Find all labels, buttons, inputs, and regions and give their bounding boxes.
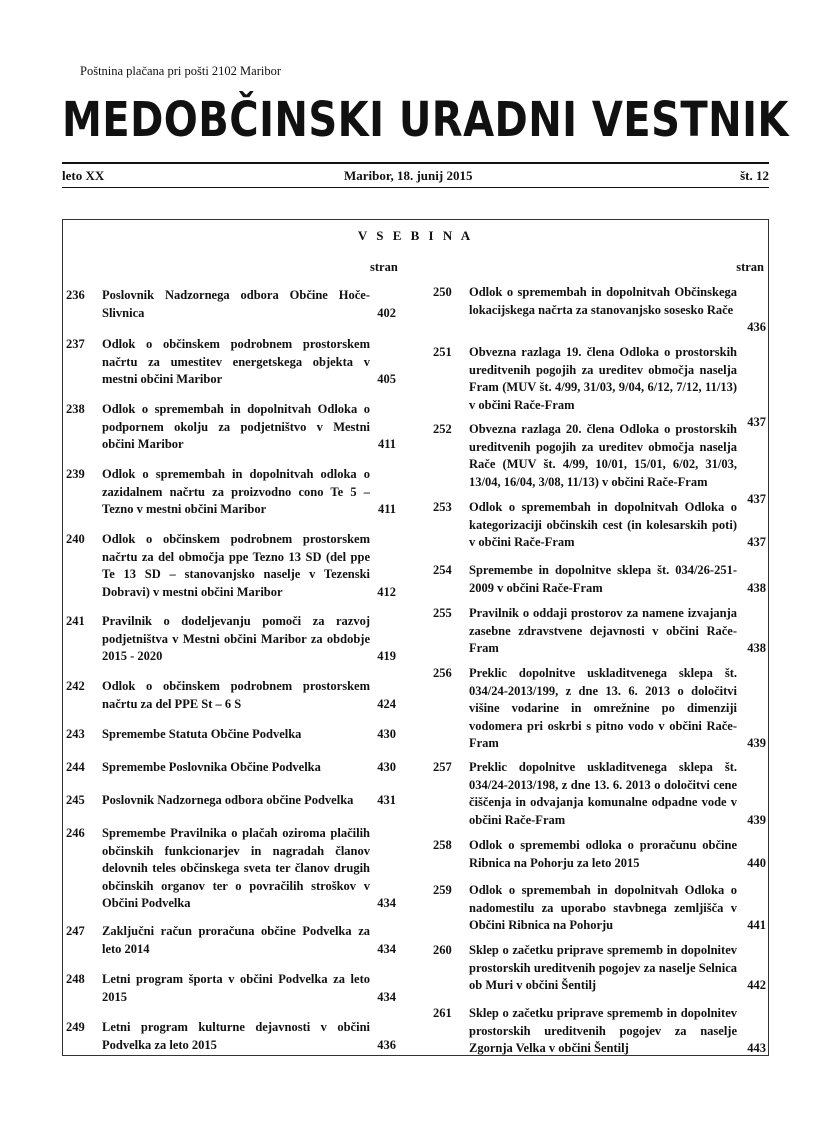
toc-entry-page: 436 bbox=[377, 1037, 396, 1052]
toc-entry-number: 255 bbox=[433, 606, 452, 620]
toc-entry-number: 249 bbox=[66, 1020, 85, 1034]
toc-entry bbox=[66, 971, 396, 1006]
toc-entry bbox=[66, 531, 396, 601]
toc-entry-number: 242 bbox=[66, 679, 85, 693]
right-page-column-label: stran bbox=[736, 260, 764, 274]
toc-entry-title: Odlok o spremembah in dopolnitvah odloka o zazidalnem načrtu za proizvodno cono Te 5 – Tezno v mestni občini Maribor bbox=[102, 467, 370, 516]
toc-entry bbox=[433, 284, 766, 337]
toc-entry-title: Poslovnik Nadzornega odbora občine Podvelka bbox=[102, 793, 354, 807]
toc-entry-page: 437 bbox=[747, 535, 766, 549]
toc-entry-title: Odlok o občinskem podrobnem prostorskem načrtu za del območja ppe Tezno 13 SD (del ppe Te 13 SD – stanovanjsko naselje v Tezenski Dobravi) v mestni občini Maribor bbox=[102, 532, 370, 599]
toc-entry bbox=[66, 336, 396, 389]
masthead-title: MEDOBČINSKI URADNI VESTNIK bbox=[62, 92, 789, 148]
toc-entry-title: Pravilnik o dodeljevanju pomoči za razvoj podjetništva v Mestni občini Maribor za obdobje 2015 - 2020 bbox=[102, 614, 370, 663]
toc-entry bbox=[433, 665, 766, 753]
toc-entry-title: Zaključni račun proračuna občine Podvelka za leto 2014 bbox=[102, 924, 370, 956]
toc-entry-page: 424 bbox=[377, 696, 396, 711]
toc-entry-number: 253 bbox=[433, 500, 452, 514]
toc-entry-page: 412 bbox=[377, 584, 396, 599]
toc-entry-title: Odlok o spremembah in dopolnitvah Občinskega lokacijskega načrta za stanovanjsko sosesko Rače bbox=[469, 285, 737, 317]
toc-entry-number: 243 bbox=[66, 727, 85, 741]
toc-entry-title: Letni program športa v občini Podvelka za leto 2015 bbox=[102, 972, 370, 1004]
toc-entry-page: 437 bbox=[747, 415, 766, 429]
toc-entry-title: Letni program kulturne dejavnosti v občini Podvelka za leto 2015 bbox=[102, 1020, 370, 1052]
toc-entry bbox=[433, 344, 766, 432]
toc-entry-page: 442 bbox=[747, 978, 766, 992]
toc-entry bbox=[66, 759, 396, 777]
issue-year: leto XX bbox=[62, 168, 105, 183]
toc-entry-title: Preklic dopolnitve uskladitvenega sklepa št. 034/24-2013/198, z dne 13. 6. 2013 o določitvi cene čiščenja in odvajanja komunalne odpadne vode v občini Rače-Fram bbox=[469, 760, 737, 827]
left-page-column-label: stran bbox=[370, 260, 398, 274]
toc-entry-number: 259 bbox=[433, 883, 452, 897]
toc-entry-title: Pravilnik o oddaji prostorov za namene izvajanja zasebne zdravstvene dejavnosti v občini Rače-Fram bbox=[469, 606, 737, 655]
toc-entry-number: 257 bbox=[433, 760, 452, 774]
contents-box bbox=[62, 219, 769, 1056]
toc-entry-page: 438 bbox=[747, 641, 766, 655]
toc-entry-page: 430 bbox=[377, 760, 396, 774]
toc-entry bbox=[433, 942, 766, 995]
toc-entry-title: Spremembe Statuta Občine Podvelka bbox=[102, 727, 302, 741]
toc-entry-page: 434 bbox=[377, 896, 396, 910]
toc-entry bbox=[433, 605, 766, 658]
toc-entry-page: 443 bbox=[747, 1041, 766, 1055]
toc-entry bbox=[433, 562, 766, 597]
toc-entry-page: 411 bbox=[377, 437, 396, 451]
toc-entry-title: Preklic dopolnitve uskladitvenega sklepa št. 034/24-2013/199, z dne 13. 6. 2013 o določitvi višine vodarine in omrežnine po dimenziji vodomera pri oskrbi s pitno vodo v občini Rače-Fram bbox=[469, 666, 737, 750]
toc-entry bbox=[433, 759, 766, 829]
toc-entry-title: Spremembe Poslovnika Občine Podvelka bbox=[102, 760, 321, 774]
toc-entry-number: 246 bbox=[66, 826, 85, 840]
toc-entry-number: 256 bbox=[433, 666, 452, 680]
toc-entry-number: 239 bbox=[66, 467, 85, 481]
toc-entry-number: 251 bbox=[433, 345, 452, 359]
toc-entry bbox=[433, 499, 766, 552]
toc-entry-number: 236 bbox=[66, 288, 85, 302]
toc-entry bbox=[66, 678, 396, 713]
toc-entry bbox=[66, 923, 396, 958]
toc-entry-title: Obvezna razlaga 20. člena Odloka o prostorskih ureditvenih pogojih za ureditev območja naselja Rače (MUV št. 4/99, 10/01, 15/01, 6/02, 31/03, 13/04, 16/04, 3/08, 11/13) v občini Rače-Fram bbox=[469, 422, 737, 489]
header-rule-bottom bbox=[62, 187, 769, 188]
toc-entry-number: 247 bbox=[66, 924, 85, 938]
toc-entry bbox=[66, 613, 396, 666]
toc-entry-title: Odlok o občinskem podrobnem prostorskem načrtu za del PPE St – 6 S bbox=[102, 679, 370, 711]
toc-entry-number: 250 bbox=[433, 285, 452, 299]
toc-entry bbox=[66, 401, 396, 454]
toc-entry-page: 439 bbox=[747, 736, 766, 750]
toc-entry-page: 411 bbox=[377, 502, 396, 516]
toc-entry-page: 437 bbox=[747, 492, 766, 506]
toc-entry-page: 434 bbox=[377, 941, 396, 956]
toc-entry-title: Obvezna razlaga 19. člena Odloka o prostorskih ureditvenih pogojih za ureditev območja naselja Fram (MUV št. 4/99, 31/03, 9/04, 6/12, 7/12, 11/13) v občini Rače-Fram bbox=[469, 345, 737, 412]
toc-entry-page: 439 bbox=[747, 812, 766, 827]
toc-entry-page: 430 bbox=[377, 727, 396, 741]
toc-entry-page: 434 bbox=[377, 989, 396, 1004]
toc-entry bbox=[433, 837, 766, 872]
toc-entry-number: 238 bbox=[66, 402, 85, 416]
toc-entry-number: 258 bbox=[433, 838, 452, 852]
toc-entry-title: Spremembe Pravilnika o plačah oziroma plačilih občinskih funkcionarjev in nagradah članov delovnih teles občinskega sveta ter članov drugih občinskih organov ter o povračilih stroškov v Občini Podvelka bbox=[102, 826, 370, 910]
issue-info-line bbox=[62, 168, 769, 184]
toc-entry-page: 436 bbox=[747, 320, 766, 334]
toc-entry-title: Spremembe in dopolnitve sklepa št. 034/26-251-2009 v občini Rače-Fram bbox=[469, 563, 737, 595]
toc-entry bbox=[66, 726, 396, 744]
toc-entry-number: 254 bbox=[433, 563, 452, 577]
toc-entry-number: 248 bbox=[66, 972, 85, 986]
toc-entry-number: 241 bbox=[66, 614, 85, 628]
toc-entry-number: 260 bbox=[433, 943, 452, 957]
toc-entry bbox=[66, 466, 396, 519]
toc-entry-number: 240 bbox=[66, 532, 85, 546]
toc-entry-title: Poslovnik Nadzornega odbora Občine Hoče-Slivnica bbox=[102, 288, 370, 320]
toc-entry-title: Odlok o občinskem podrobnem prostorskem načrtu za umestitev energetskega objekta v mestni občini Maribor bbox=[102, 337, 370, 386]
toc-entry bbox=[66, 825, 396, 913]
toc-entry-number: 245 bbox=[66, 793, 85, 807]
toc-entry-page: 402 bbox=[377, 305, 396, 320]
toc-entry-page: 419 bbox=[377, 649, 396, 663]
issue-number: št. 12 bbox=[740, 168, 769, 183]
toc-entry-title: Sklep o začetku priprave sprememb in dopolnitev prostorskih ureditvenih pogojev za naselje Zgornja Velka v občini Šentilj bbox=[469, 1006, 737, 1055]
toc-entry-page: 438 bbox=[747, 580, 766, 595]
toc-entry-page: 440 bbox=[747, 855, 766, 870]
toc-entry-page: 441 bbox=[747, 918, 766, 932]
toc-entry bbox=[433, 421, 766, 509]
toc-entry-title: Odlok o spremembah in dopolnitvah Odloka o kategorizaciji občinskih cest (in kolesarskih poti) v občini Rače-Fram bbox=[469, 500, 737, 549]
toc-entry bbox=[66, 1019, 396, 1054]
toc-entry-number: 252 bbox=[433, 422, 452, 436]
toc-entry bbox=[66, 792, 396, 810]
postage-note: Poštnina plačana pri pošti 2102 Maribor bbox=[80, 64, 282, 78]
toc-entry-number: 261 bbox=[433, 1006, 452, 1020]
header-rule-top bbox=[62, 162, 769, 164]
toc-entry-number: 237 bbox=[66, 337, 85, 351]
toc-entry bbox=[66, 287, 396, 322]
issue-place-date: Maribor, 18. junij 2015 bbox=[344, 168, 473, 183]
toc-entry-page: 431 bbox=[377, 793, 396, 807]
toc-entry-page: 405 bbox=[377, 372, 396, 386]
contents-title: V S E B I N A bbox=[357, 228, 474, 243]
toc-entry bbox=[433, 882, 766, 935]
toc-entry-title: Odlok o spremembi odloka o proračunu občine Ribnica na Pohorju za leto 2015 bbox=[469, 838, 737, 870]
toc-entry bbox=[433, 1005, 766, 1058]
toc-entry-title: Odlok o spremembah in dopolnitvah Odloka o podpornem okolju za podjetništvo v Mestni občini Maribor bbox=[102, 402, 370, 451]
toc-entry-title: Odlok o spremembah in dopolnitvah Odloka o nadomestilu za uporabo stavbnega zemljišča v Občini Ribnica na Pohorju bbox=[469, 883, 737, 932]
toc-entry-number: 244 bbox=[66, 760, 85, 774]
toc-entry-title: Sklep o začetku priprave sprememb in dopolnitev prostorskih ureditvenih pogojev za naselje Selnica ob Muri v občini Šentilj bbox=[469, 943, 737, 992]
